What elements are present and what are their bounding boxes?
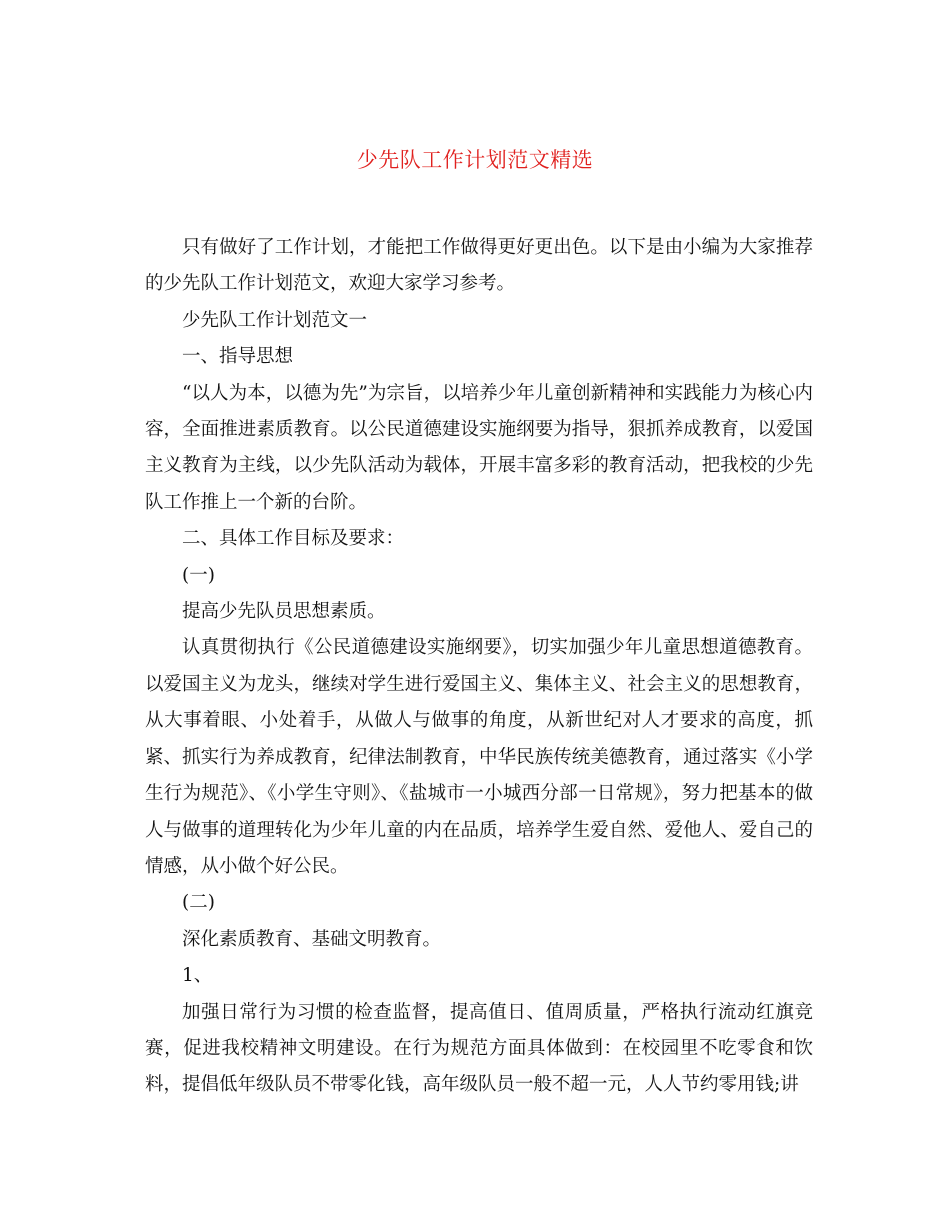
paragraph-moral-education: 认真贯彻执行《公民道德建设实施纲要》，切实加强少年儿童思想道德教育。以爱国主义为龙头，继续对学生进行爱国主义、集体主义、社会主义的思想教育，从大事着眼、小处着手，从做人与做事的角度，从新世纪对人才要求的高度，抓紧、抓实行为养成教育，纪律法制教育，中华民族传统美德教育，通过落实《小学生行为规范》、《小学生守则》、《盐城市一小城西分部一日常规》，努力把基本的做人与做事的道理转化为少年儿童的内在品质，培养学生爱自然、爱他人、爱自己的情感，从小做个好公民。 [145, 637, 813, 877]
heading-guiding-ideology: 一、指导思想 [182, 346, 294, 368]
paragraph-daily-habits: 加强日常行为习惯的检查监督，提高值日、值周质量，严格执行流动红旗竞赛，促进我校精神文明建设。在行为规范方面具体做到：在校园里不吃零食和饮料，提倡低年级队员不带零化钱，高年级队员一般不超一元，人人节约零用钱;讲 [145, 1001, 813, 1096]
paragraph-guiding-ideology: “以人为本，以德为先”为宗旨，以培养少年儿童创新精神和实践能力为核心内容，全面推进素质教育。以公民道德建设实施纲要为指导，狠抓养成教育，以爱国主义教育为主线，以少先队活动为载体，开展丰富多彩的教育活动，把我校的少先队工作推上一个新的台阶。 [145, 382, 813, 513]
subheading-two: (二) [182, 892, 215, 914]
paragraph-section-title: 少先队工作计划范文一 [182, 309, 368, 331]
heading-goals: 二、具体工作目标及要求： [182, 528, 405, 550]
subheading-one: (一) [182, 564, 215, 586]
document-body [145, 230, 813, 1104]
paragraph-improve-quality: 提高少先队员思想素质。 [182, 601, 386, 623]
paragraph-deepen-education: 深化素质教育、基础文明教育。 [182, 928, 442, 950]
document-title: 少先队工作计划范文精选 [356, 148, 594, 172]
list-number-one: 1、 [182, 965, 213, 987]
paragraph-intro: 只有做好了工作计划，才能把工作做得更好更出色。以下是由小编为大家推荐的少先队工作计划范文，欢迎大家学习参考。 [145, 237, 813, 295]
